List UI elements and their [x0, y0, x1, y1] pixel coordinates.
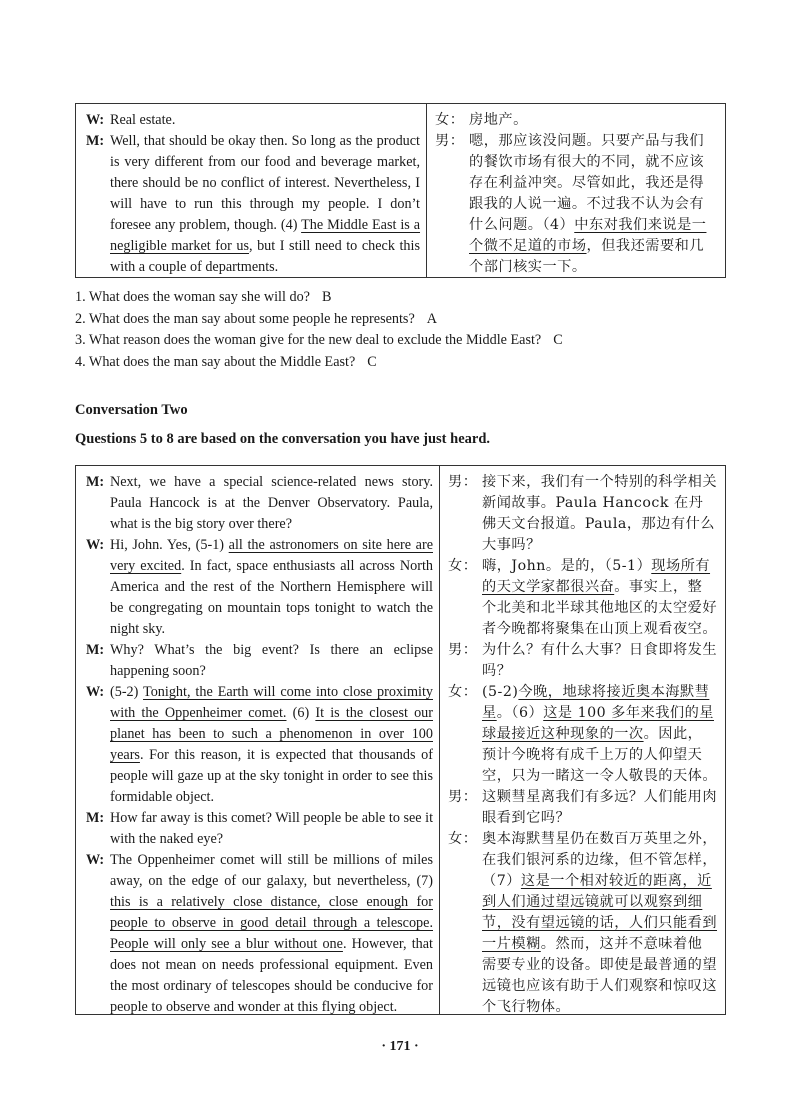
dialogue-turn	[448, 640, 717, 682]
dialogue-segment: Next, we have a special science-related news story. Paula Hancock is at the Denver Observatory. Paula, what is the big story over there?	[110, 474, 433, 532]
chinese-column	[427, 104, 725, 277]
dialogue-segment: Why? What’s the big event? Is there an eclipse happening soon?	[110, 642, 433, 679]
question-list	[75, 287, 563, 373]
speaker-label: 男：	[448, 789, 478, 805]
question-item	[75, 352, 563, 374]
dialogue-text	[110, 682, 433, 808]
dialogue-text	[110, 131, 420, 278]
dialogue-turn	[86, 535, 433, 640]
dialogue-text	[110, 808, 433, 850]
dialogue-text	[482, 472, 717, 556]
dialogue-segment: 嗯，那应该没问题。只要产品与我们的餐饮市场有很大的不同，就不应该存在利益冲突。尽管如此，我还是得跟我的人说一遍。不过我不认为会有什么问题。（4）	[469, 133, 705, 233]
dialogue-text	[110, 472, 433, 535]
underlined-answer: 现场所有的天文学家都很兴奋	[482, 558, 711, 595]
dialogue-segment: How far away is this comet? Will people be able to see it with the naked eye?	[110, 810, 434, 847]
dialogue-text	[110, 640, 433, 682]
dialogue-segment: The Oppenheimer comet will still be millions of miles away, on the edge of our galaxy, but nevertheless, (7)	[110, 852, 433, 889]
speaker-label: 男：	[448, 474, 478, 490]
dialogue-turn	[86, 850, 433, 1018]
dialogue-segment: 接下来，我们有一个特别的科学相关新闻故事。Paula Hancock 在丹佛天文台报道。Paula，那边有什么大事吗？	[482, 474, 718, 553]
underlined-answer: It is the closest our planet has been to such a phenomenon in over 100 years	[110, 705, 433, 763]
underlined-answer: The Middle East is a negligible market for us	[110, 217, 421, 254]
speaker-label: 女：	[435, 112, 465, 128]
chinese-column	[440, 466, 725, 1014]
answer-letter: B	[321, 289, 332, 305]
answer-letter: C	[553, 332, 563, 348]
question-text: 4. What does the man say about the Middle East?	[75, 353, 356, 370]
dialogue-turn	[86, 110, 420, 131]
dialogue-text	[482, 829, 717, 1018]
section-heading: Conversation Two	[75, 402, 188, 418]
underlined-answer: 这是一个相对较近的距离，近到人们通过望远镜就可以观察到细节，没有望远镜的话，人们只能看到一片模糊	[482, 873, 718, 952]
dialogue-turn	[448, 556, 717, 640]
dialogue-text	[482, 682, 717, 787]
underlined-answer: 今晚，地球将接近奥本海默彗星	[482, 684, 710, 721]
dialogue-text	[482, 787, 717, 829]
speaker-label: M:	[86, 133, 105, 149]
question-item	[75, 309, 563, 331]
dialogue-text	[482, 556, 717, 640]
speaker-label: W:	[86, 852, 105, 868]
underlined-answer: all the astronomers on site here are very excited	[110, 537, 433, 574]
speaker-label: M:	[86, 642, 105, 658]
dialogue-segment: 。因此，预计今晚将有成千上万的人仰望天空，只为一睹这一令人敬畏的天体。	[482, 726, 718, 784]
dialogue-turn	[435, 110, 717, 131]
section-instruction: Questions 5 to 8 are based on the conversation you have just heard.	[75, 431, 491, 447]
dialogue-turn	[448, 472, 717, 556]
dialogue-segment: (5-2)	[482, 684, 519, 700]
dialogue-segment: ，但我还需要和几个部门核实一下。	[469, 238, 705, 275]
transcript-table-conversation-one	[75, 103, 726, 278]
speaker-label: 男：	[448, 642, 478, 658]
dialogue-turn	[86, 640, 433, 682]
page-number: · 171 ·	[381, 1039, 419, 1054]
dialogue-segment: 。然而，这并不意味着他需要专业的设备。即使是最普通的望远镜也应该有助于人们观察和惊叹这个飞行物体。	[482, 936, 718, 1015]
speaker-label: M:	[86, 474, 105, 490]
dialogue-segment: 这颗彗星离我们有多远？人们能用肉眼看到它吗？	[482, 789, 718, 826]
speaker-label: W:	[86, 684, 105, 700]
dialogue-text	[110, 850, 433, 1018]
dialogue-text: 房地产。	[469, 112, 528, 128]
question-text: 2. What does the man say about some people he represents?	[75, 310, 415, 327]
dialogue-segment: . For this reason, it is expected that thousands of people will gaze up at the sky tonight in order to see this formidable object.	[110, 747, 433, 805]
transcript-table-conversation-two	[75, 465, 726, 1015]
speaker-label: M:	[86, 810, 105, 826]
dialogue-segment: 。（6）	[496, 705, 544, 721]
dialogue-turn	[448, 682, 717, 787]
answer-letter: A	[426, 310, 437, 327]
dialogue-segment: . However, that does not mean on needs professional equipment. Even the most ordinary of telescopes should be conducive for people to observe and wonder at this flying object.	[110, 936, 433, 1015]
underlined-answer: 这是 100 多年来我们的星球最接近这种现象的一次	[482, 705, 714, 742]
dialogue-turn	[86, 472, 433, 535]
underlined-answer: Tonight, the Earth will come into close proximity with the Oppenheimer comet.	[110, 684, 433, 721]
question-text: 3. What reason does the woman give for the new deal to exclude the Middle East?	[75, 332, 542, 348]
dialogue-segment: 为什么？有什么大事？日食即将发生吗？	[482, 642, 718, 679]
dialogue-turn	[86, 682, 433, 808]
speaker-label: 男：	[435, 133, 465, 149]
speaker-label: 女：	[448, 831, 478, 847]
question-item	[75, 330, 563, 352]
dialogue-turn	[86, 131, 420, 278]
english-column	[76, 104, 427, 277]
dialogue-segment: (6)	[286, 705, 316, 721]
dialogue-text	[482, 640, 717, 682]
question-item	[75, 287, 563, 309]
dialogue-turn	[435, 131, 717, 278]
speaker-label: 女：	[448, 684, 478, 700]
dialogue-text: Real estate.	[110, 112, 176, 128]
speaker-label: 女：	[448, 558, 478, 574]
english-column	[76, 466, 440, 1014]
underlined-answer: this is a relatively close distance, close enough for people to observe in good detail through a telescope. People will only see a blur without one	[110, 894, 433, 952]
dialogue-segment: 嗨，John。是的，（5-1）	[482, 558, 652, 574]
dialogue-segment: 。事实上，整个北美和北半球其他地区的太空爱好者今晚都将聚集在山顶上观看夜空。	[482, 579, 718, 637]
dialogue-turn	[448, 829, 717, 1018]
dialogue-turn	[448, 787, 717, 829]
dialogue-segment: (5-2)	[110, 684, 144, 700]
dialogue-segment: . In fact, space enthusiasts all across North America and the rest of the Northern Hemisphere will be congregating on mountain tops tonight to watch the night sky.	[110, 558, 434, 637]
speaker-label: W:	[86, 537, 105, 553]
dialogue-turn	[86, 808, 433, 850]
speaker-label: W:	[86, 112, 105, 128]
dialogue-text	[110, 535, 433, 640]
dialogue-segment: Well, that should be okay then. So long as the product is very different from our food and beverage market, there should be no conflict of interest. Nevertheless, I will have to run this through my people. I don’t foresee any problem, though. (4)	[110, 133, 420, 233]
question-text: 1. What does the woman say she will do?	[75, 289, 310, 305]
dialogue-segment: , but I still need to check this with a couple of departments.	[110, 238, 420, 275]
underlined-answer: 中东对我们来说是一个微不足道的市场	[469, 217, 707, 254]
dialogue-segment: Hi, John. Yes, (5-1)	[110, 537, 229, 553]
answer-letter: C	[367, 353, 377, 370]
dialogue-text	[469, 131, 717, 278]
dialogue-segment: 奥本海默彗星仍在数百万英里之外，在我们银河系的边缘，但不管怎样，（7）	[482, 831, 718, 889]
